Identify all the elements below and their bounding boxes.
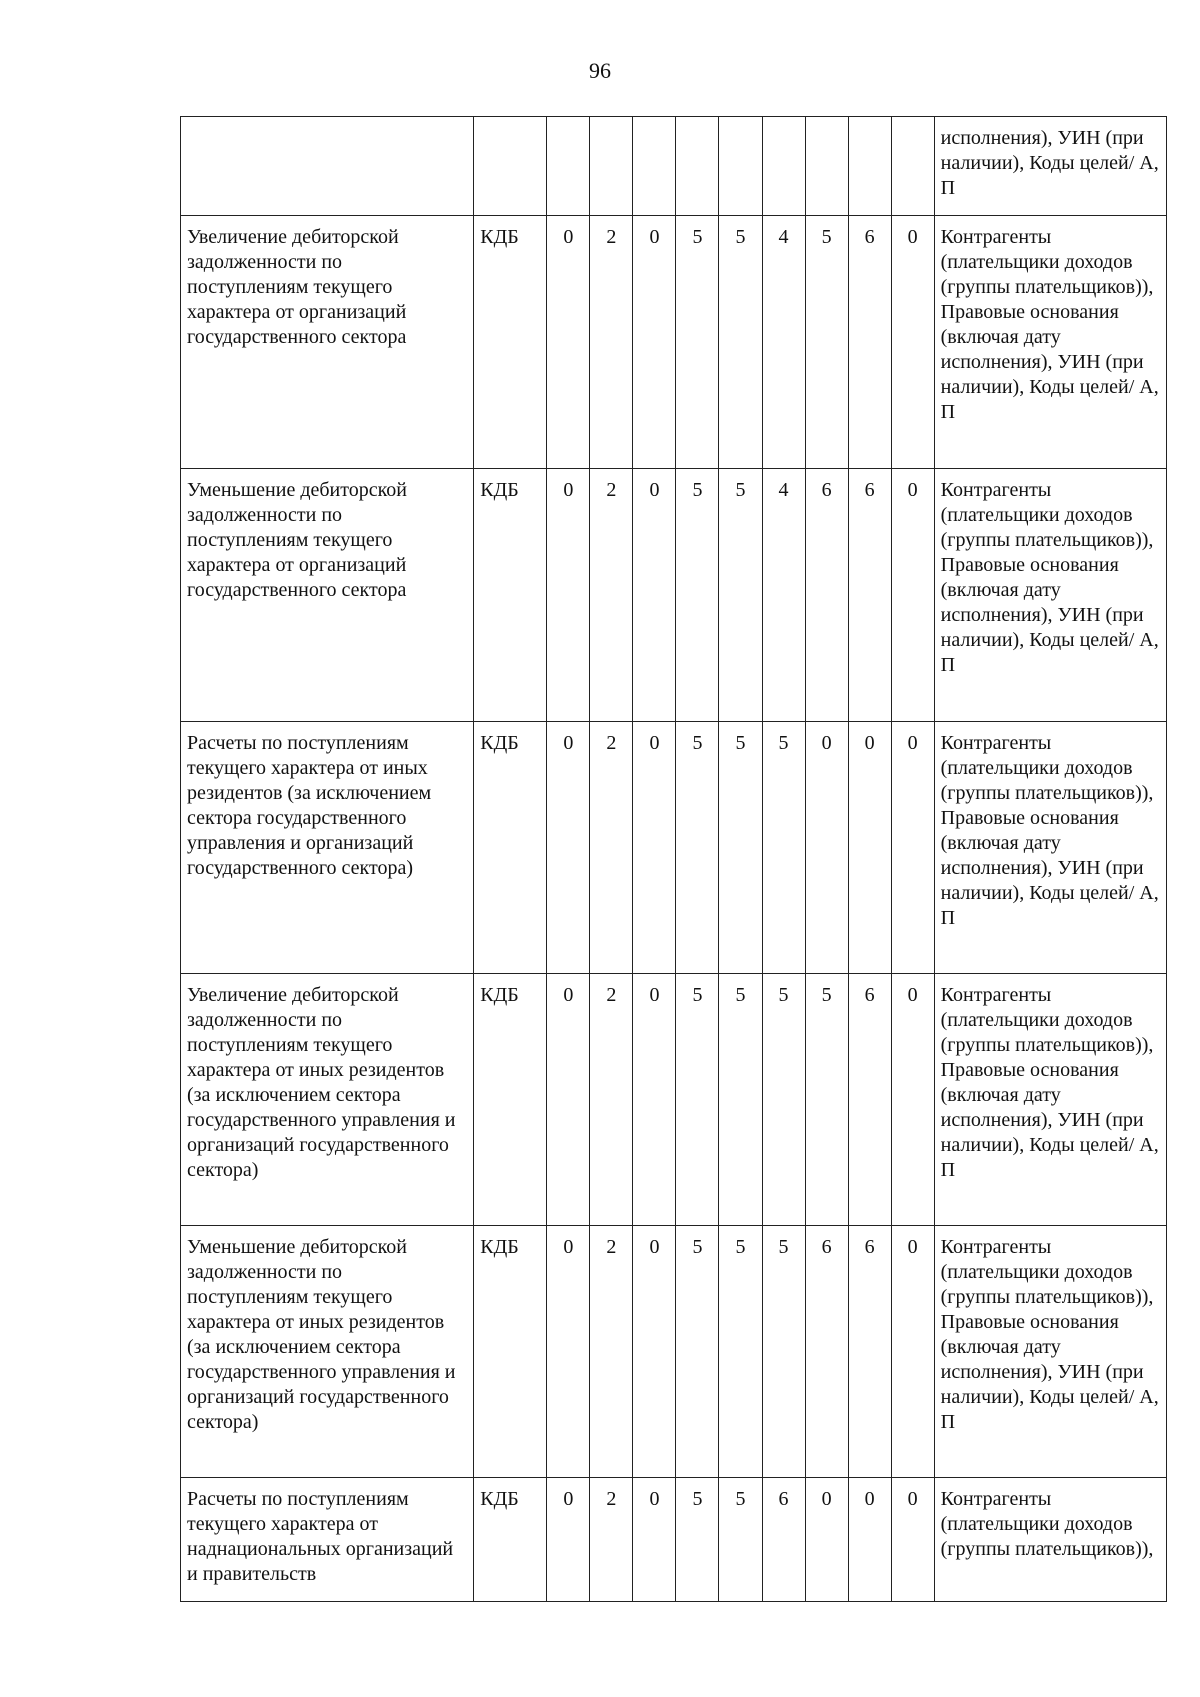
row-digit: 5 <box>719 1226 762 1478</box>
row-attributes: Контрагенты (плательщики доходов (группы плательщиков)), Правовые основания (включая дату исполнения), УИН (при наличии), Коды целей/ А, П <box>934 722 1166 974</box>
row-digit: 0 <box>891 1226 934 1478</box>
row-digit: 6 <box>848 216 891 469</box>
row-digit <box>547 117 590 216</box>
row-attributes: исполнения), УИН (при наличии), Коды целей/ А, П <box>934 117 1166 216</box>
row-digit: 0 <box>633 216 676 469</box>
row-digit: 0 <box>633 974 676 1226</box>
row-digit: 5 <box>805 974 848 1226</box>
row-digit <box>805 117 848 216</box>
row-digit: 0 <box>891 974 934 1226</box>
row-digit: 0 <box>848 1478 891 1602</box>
row-digit: 4 <box>762 216 805 469</box>
row-code <box>474 117 547 216</box>
row-digit: 5 <box>762 1226 805 1478</box>
table-row <box>181 722 1167 974</box>
row-digit: 0 <box>547 469 590 722</box>
row-digit: 2 <box>590 722 633 974</box>
row-code: КДБ <box>474 469 547 722</box>
row-digit: 0 <box>805 722 848 974</box>
row-name: Уменьшение дебиторской задолженности по поступлениям текущего характера от иных резидентов (за исключением сектора государственного управления и организаций государственного сектора) <box>181 1226 474 1478</box>
row-name: Увеличение дебиторской задолженности по поступлениям текущего характера от иных резидентов (за исключением сектора государственного управления и организаций государственного сектора) <box>181 974 474 1226</box>
table-row <box>181 117 1167 216</box>
table-row <box>181 974 1167 1226</box>
row-attributes: Контрагенты (плательщики доходов (группы плательщиков)), Правовые основания (включая дату исполнения), УИН (при наличии), Коды целей/ А, П <box>934 974 1166 1226</box>
row-digit <box>848 117 891 216</box>
row-digit: 6 <box>848 469 891 722</box>
row-digit: 5 <box>762 722 805 974</box>
row-name: Увеличение дебиторской задолженности по поступлениям текущего характера от организаций государственного сектора <box>181 216 474 469</box>
table-row <box>181 1478 1167 1602</box>
row-digit: 0 <box>547 1478 590 1602</box>
row-attributes: Контрагенты (плательщики доходов (группы плательщиков)), Правовые основания (включая дату исполнения), УИН (при наличии), Коды целей/ А, П <box>934 216 1166 469</box>
row-digit: 2 <box>590 1478 633 1602</box>
row-digit: 5 <box>719 1478 762 1602</box>
row-digit: 5 <box>719 469 762 722</box>
row-code: КДБ <box>474 974 547 1226</box>
row-digit: 5 <box>676 722 719 974</box>
row-digit: 0 <box>633 469 676 722</box>
row-attributes: Контрагенты (плательщики доходов (группы плательщиков)), <box>934 1478 1166 1602</box>
table-row <box>181 216 1167 469</box>
row-digit <box>676 117 719 216</box>
row-digit: 0 <box>547 722 590 974</box>
row-digit: 5 <box>762 974 805 1226</box>
row-digit: 5 <box>676 974 719 1226</box>
row-digit: 6 <box>848 974 891 1226</box>
row-code: КДБ <box>474 1226 547 1478</box>
row-digit: 5 <box>719 974 762 1226</box>
row-digit: 6 <box>805 1226 848 1478</box>
row-digit: 5 <box>676 1226 719 1478</box>
accounts-table <box>180 116 1167 1602</box>
row-code: КДБ <box>474 1478 547 1602</box>
row-attributes: Контрагенты (плательщики доходов (группы плательщиков)), Правовые основания (включая дату исполнения), УИН (при наличии), Коды целей/ А, П <box>934 469 1166 722</box>
row-name <box>181 117 474 216</box>
row-digit: 0 <box>848 722 891 974</box>
row-digit: 5 <box>805 216 848 469</box>
row-digit: 2 <box>590 216 633 469</box>
row-digit: 6 <box>762 1478 805 1602</box>
row-name: Расчеты по поступлениям текущего характера от наднациональных организаций и правительств <box>181 1478 474 1602</box>
page-number: 96 <box>589 58 611 83</box>
row-digit: 0 <box>547 974 590 1226</box>
row-digit: 5 <box>676 216 719 469</box>
row-digit: 0 <box>891 469 934 722</box>
row-digit: 2 <box>590 469 633 722</box>
row-digit: 0 <box>891 722 934 974</box>
row-digit: 0 <box>633 722 676 974</box>
row-digit <box>590 117 633 216</box>
row-digit: 4 <box>762 469 805 722</box>
row-digit: 6 <box>805 469 848 722</box>
row-digit: 0 <box>547 216 590 469</box>
row-digit <box>719 117 762 216</box>
row-code: КДБ <box>474 216 547 469</box>
row-digit: 0 <box>891 216 934 469</box>
row-digit: 0 <box>891 1478 934 1602</box>
row-digit <box>762 117 805 216</box>
row-digit <box>891 117 934 216</box>
row-name: Уменьшение дебиторской задолженности по поступлениям текущего характера от организаций государственного сектора <box>181 469 474 722</box>
row-code: КДБ <box>474 722 547 974</box>
row-digit: 6 <box>848 1226 891 1478</box>
row-digit <box>633 117 676 216</box>
row-digit: 5 <box>676 1478 719 1602</box>
row-digit: 5 <box>719 722 762 974</box>
table-row <box>181 469 1167 722</box>
row-digit: 0 <box>633 1478 676 1602</box>
row-digit: 0 <box>547 1226 590 1478</box>
row-digit: 0 <box>633 1226 676 1478</box>
row-digit: 0 <box>805 1478 848 1602</box>
row-name: Расчеты по поступлениям текущего характера от иных резидентов (за исключением сектора государственного управления и организаций государственного сектора) <box>181 722 474 974</box>
row-digit: 2 <box>590 974 633 1226</box>
row-digit: 5 <box>676 469 719 722</box>
row-attributes: Контрагенты (плательщики доходов (группы плательщиков)), Правовые основания (включая дату исполнения), УИН (при наличии), Коды целей/ А, П <box>934 1226 1166 1478</box>
row-digit: 2 <box>590 1226 633 1478</box>
row-digit: 5 <box>719 216 762 469</box>
table-row <box>181 1226 1167 1478</box>
